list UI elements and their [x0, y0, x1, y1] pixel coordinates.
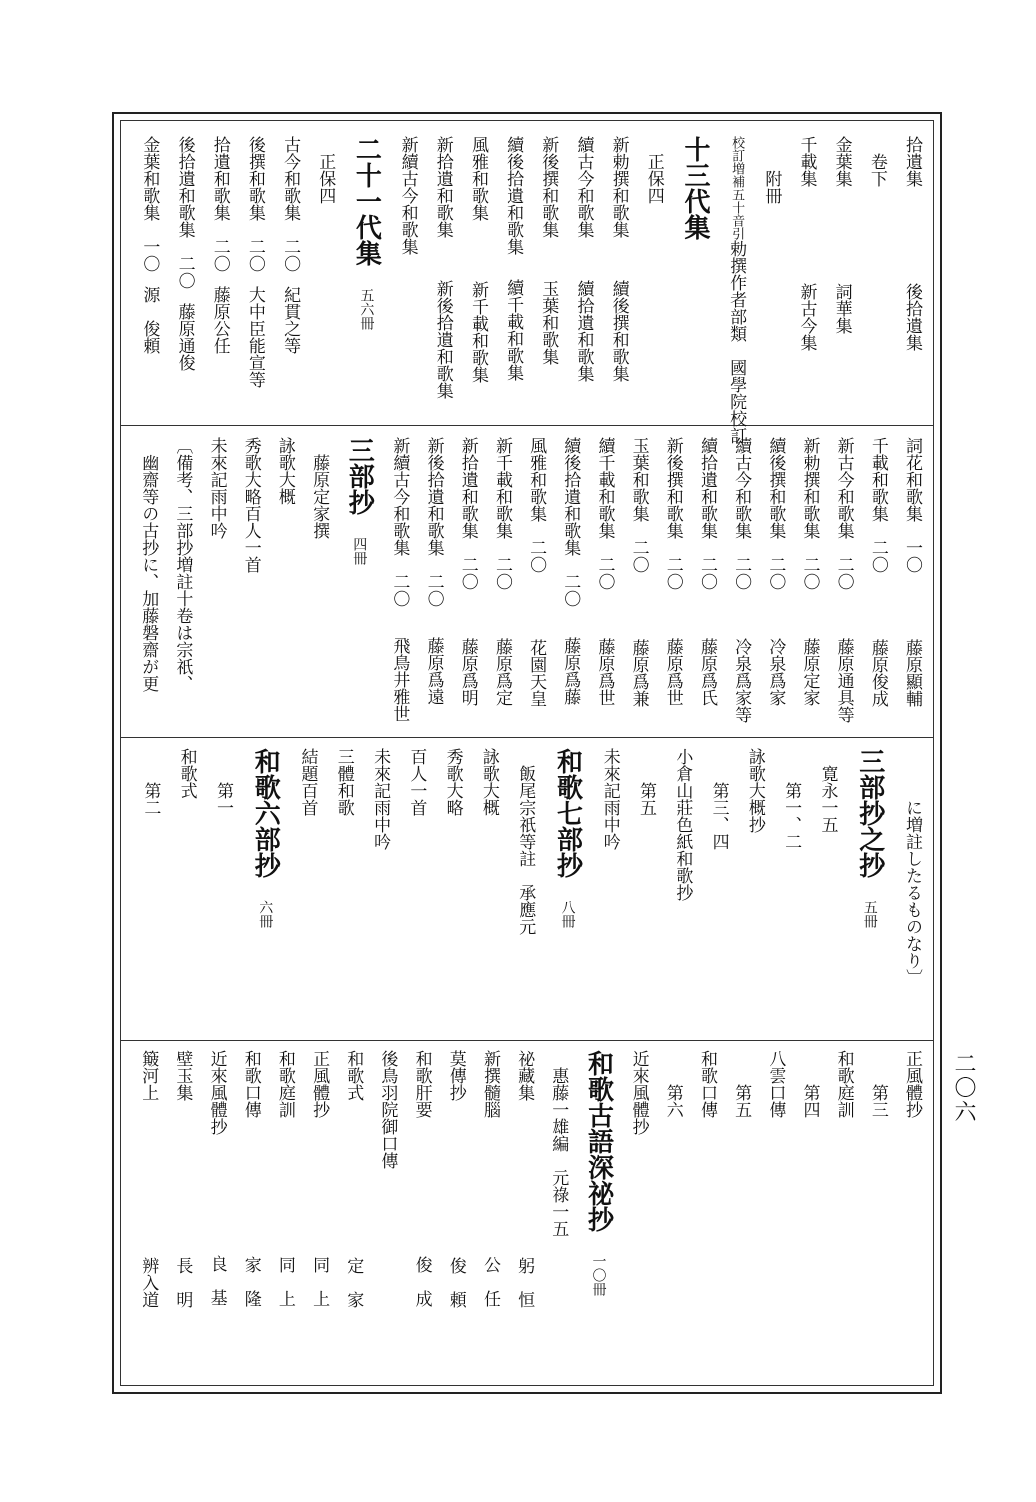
entry-title: 結題百首	[297, 748, 318, 816]
entry-secondary: 大中臣能宣等	[244, 286, 265, 388]
entry-column	[755, 1050, 789, 1118]
entry-column	[653, 1050, 687, 1118]
tier-divider-1	[120, 425, 934, 426]
entry-title-continued: 勅撰作者部類 國學院校訂	[726, 240, 747, 444]
entry-secondary: 藤原俊成	[867, 639, 888, 707]
entry-title: 正保四	[315, 136, 336, 204]
entry-title: 第六	[662, 1050, 683, 1118]
entry-title: 千載和歌集 二〇	[867, 437, 888, 573]
entry-title: 金葉集	[831, 136, 852, 187]
entry-title: 後撰和歌集 二〇	[244, 136, 265, 272]
entry-column	[618, 1050, 652, 1135]
entry-column	[128, 136, 163, 354]
entry-column	[285, 748, 321, 816]
entry-column	[618, 437, 652, 707]
entry-title: 簸河上	[138, 1050, 159, 1101]
entry-column	[858, 437, 892, 707]
entry-secondary: 同 上	[309, 1256, 330, 1307]
entry-column	[504, 1050, 538, 1308]
entry-secondary: 飛鳥井雅世	[389, 637, 410, 722]
section-heading	[237, 748, 285, 928]
section-title: 二十一代集	[351, 136, 382, 266]
section-heading	[668, 136, 715, 240]
entry-column	[234, 136, 269, 388]
entry-title: 續千載和歌集 二〇	[594, 437, 615, 590]
section-title: 和歌六部抄	[250, 748, 281, 878]
entry-column	[128, 748, 164, 816]
entry-secondary: 冷泉爲家	[765, 638, 786, 706]
entry-secondary: 藤原爲藤	[560, 637, 581, 705]
entry-title: 第五	[731, 1050, 752, 1118]
entry-secondary: 良 基	[206, 1255, 227, 1306]
entry-column	[687, 1050, 721, 1118]
entry-secondary: 家 隆	[240, 1256, 261, 1307]
entry-secondary: 藤原通俊	[174, 303, 195, 371]
entry-title: 續拾遺和歌集 二〇	[696, 437, 717, 590]
entry-title: 第五	[636, 748, 657, 816]
entry-column	[430, 748, 466, 816]
entry-title: 飯尾宗祇等註 承應元	[515, 748, 536, 935]
entry-column	[516, 437, 550, 707]
entry-column	[164, 748, 200, 799]
entry-column	[721, 437, 755, 723]
entry-title: 八雲口傳	[765, 1050, 786, 1118]
entry-column	[769, 748, 805, 850]
entry-column	[538, 1050, 572, 1237]
entry-column	[457, 136, 492, 383]
entry-title: 寛永一五	[817, 748, 838, 833]
section-heading	[841, 748, 889, 928]
entry-column	[733, 748, 769, 833]
entry-column	[379, 437, 413, 722]
entry-secondary: 藤原公任	[209, 286, 230, 354]
entry-column	[299, 437, 333, 539]
entry-column	[201, 748, 237, 816]
entry-title: 續後拾遺和歌集	[503, 136, 524, 255]
entry-secondary: 新後拾遺和歌集	[432, 280, 453, 399]
volume-count: 四冊	[351, 537, 368, 565]
entry-title: 〔備考、三部抄増註十卷は宗祇、	[172, 437, 193, 692]
volume-count: 六冊	[257, 900, 274, 928]
entry-title: 小倉山莊色紙和歌抄	[672, 748, 693, 901]
entry-title: 幽齋等の古抄に、加藤磐齋が更	[138, 437, 159, 692]
entry-title: 千載集	[796, 136, 817, 187]
entry-column	[199, 136, 234, 354]
entry-title: 玉葉和歌集 二〇	[628, 437, 649, 573]
entry-secondary: 源 俊頼	[139, 286, 160, 354]
entry-column	[394, 748, 430, 816]
entry-title: 第三、四	[708, 748, 729, 850]
entry-title: 未來記雨中吟	[206, 437, 227, 539]
entry-column	[413, 437, 447, 705]
entry-title: 卷下	[866, 136, 887, 187]
entry-column	[367, 1050, 401, 1169]
entry-column	[696, 748, 732, 850]
entry-title: 新續古今和歌集 二〇	[389, 437, 410, 607]
tier-2	[128, 437, 926, 732]
entry-title: 和歌式	[176, 748, 197, 799]
entry-column	[820, 136, 855, 334]
entry-column	[823, 1050, 857, 1118]
entry-column	[422, 136, 457, 399]
entry-title: 和歌口傳	[240, 1050, 261, 1118]
entry-column	[587, 748, 623, 850]
tier-3	[128, 748, 926, 1036]
entry-column	[163, 136, 198, 371]
entry-column	[470, 1050, 504, 1307]
section-title: 三部抄之抄	[854, 748, 885, 878]
entry-secondary: 花園天皇	[526, 639, 547, 707]
entry-title: 新後拾遺和歌集 二〇	[423, 437, 444, 607]
entry-title: 三體和歌	[333, 748, 354, 816]
entry-secondary: 續千載和歌集	[503, 279, 524, 381]
entry-secondary: 公 任	[479, 1256, 500, 1307]
entry-title: 校訂増補五十音引	[729, 136, 745, 240]
entry-secondary: 長 明	[172, 1257, 193, 1308]
entry-column	[482, 437, 516, 706]
entry-column	[687, 437, 721, 706]
entry-title: 續後拾遺和歌集 二〇	[560, 437, 581, 607]
entry-column	[789, 437, 823, 706]
entry-column	[492, 136, 527, 381]
entry-column	[624, 748, 660, 816]
entry-secondary: 新古今集	[796, 283, 817, 351]
entry-secondary: 藤原爲明	[457, 638, 478, 706]
entry-column	[891, 136, 926, 351]
entry-column	[562, 136, 597, 382]
entry-column	[597, 136, 632, 382]
entry-title: 新撰髓腦	[479, 1050, 500, 1118]
entry-title: 藤原定家撰	[309, 437, 330, 539]
volume-count: 一〇冊	[590, 1254, 607, 1296]
entry-column	[304, 136, 339, 204]
entry-column	[358, 748, 394, 850]
entry-title: 後拾遺和歌集 二〇	[174, 136, 195, 289]
entry-secondary: 玉葉和歌集	[538, 280, 559, 365]
section-heading	[333, 437, 379, 565]
entry-column	[633, 136, 668, 204]
entry-secondary: 藤原爲世	[594, 638, 615, 706]
entry-title: 拾遺和歌集 二〇	[209, 136, 230, 272]
entry-column	[890, 748, 926, 986]
entry-title: 新千載和歌集 二〇	[491, 437, 512, 590]
entry-secondary: 冷泉爲家等	[731, 638, 752, 723]
entry-column	[789, 1050, 823, 1118]
entry-secondary: 藤原定家	[799, 638, 820, 706]
section-heading	[572, 1050, 618, 1296]
entry-secondary: 辨入道	[138, 1257, 159, 1308]
entry-title: 秀歌大略百人一首	[240, 437, 261, 573]
entry-column	[653, 437, 687, 706]
entry-title: 第四	[799, 1050, 820, 1118]
entry-title: 第一、二	[781, 748, 802, 850]
entry-secondary: 定 家	[343, 1257, 364, 1308]
entry-secondary: 詞華集	[831, 283, 852, 334]
entry-title: 秀歌大略	[442, 748, 463, 816]
entry-title: 附冊	[761, 136, 782, 204]
section-title: 和歌七部抄	[552, 748, 583, 878]
entry-secondary: 藤原爲兼	[628, 639, 649, 707]
entry-title: 古今和歌集 二〇	[280, 136, 301, 272]
volume-count: 八冊	[559, 900, 576, 928]
entry-title: 續後撰和歌集 二〇	[765, 437, 786, 590]
entry-title: 第三	[867, 1050, 888, 1118]
entry-column	[333, 1050, 367, 1308]
entry-column	[162, 437, 196, 692]
entry-title: 續古今和歌集 二〇	[731, 437, 752, 590]
tier-divider-3	[120, 1040, 934, 1041]
section-title: 十三代集	[679, 136, 710, 240]
entry-column	[750, 136, 785, 204]
entry-title: 祕藏集	[514, 1050, 535, 1101]
entry-secondary: 紀貫之等	[280, 286, 301, 354]
entry-column	[715, 136, 750, 444]
entry-title: 百人一首	[406, 748, 427, 816]
entry-title: 新後撰和歌集 二〇	[662, 437, 683, 590]
entry-column	[436, 1050, 470, 1308]
entry-column	[503, 748, 539, 935]
entry-column	[785, 136, 820, 351]
entry-column	[265, 1050, 299, 1307]
entry-title: 惠藤一雄編 元祿一五	[548, 1050, 569, 1237]
entry-title: 詠歌大概	[478, 748, 499, 816]
entry-title: 新續古今和歌集	[397, 136, 418, 255]
entry-title: 未來記雨中吟	[370, 748, 391, 850]
page-number: 二〇六	[951, 1052, 976, 1124]
entry-title: 詞花和歌集 一〇	[902, 437, 922, 573]
entry-column	[401, 1050, 435, 1307]
entry-title: 拾遺集	[902, 136, 922, 187]
entry-title: 和歌庭訓	[833, 1050, 854, 1118]
entry-title: 壁玉集	[172, 1050, 193, 1101]
entry-secondary: 藤原爲氏	[696, 638, 717, 706]
entry-column	[755, 437, 789, 706]
entry-title: 正風體抄	[902, 1050, 922, 1118]
entry-secondary: 藤原爲遠	[423, 637, 444, 705]
entry-column	[721, 1050, 755, 1118]
entry-title: 第一	[212, 748, 233, 816]
entry-column	[299, 1050, 333, 1307]
entry-column	[128, 1050, 162, 1308]
section-heading	[539, 748, 587, 928]
entry-column	[269, 136, 304, 354]
entry-title: 新勅撰和歌集	[608, 136, 629, 238]
volume-count: 五六冊	[358, 288, 375, 330]
volume-count: 五冊	[861, 900, 878, 928]
entry-title: 和歌口傳	[696, 1050, 717, 1118]
entry-title: 風雅和歌集	[467, 136, 488, 221]
entry-secondary: 續拾遺和歌集	[573, 280, 594, 382]
entry-column	[196, 1050, 230, 1306]
entry-column	[892, 1050, 926, 1118]
entry-column	[467, 748, 503, 816]
entry-title: 詠歌大概	[274, 437, 295, 505]
entry-column	[892, 437, 926, 707]
entry-column	[128, 437, 162, 692]
entry-column	[660, 748, 696, 901]
entry-column	[386, 136, 421, 255]
entry-secondary: 俊 頼	[445, 1257, 466, 1308]
entry-title: 新勅撰和歌集 二〇	[799, 437, 820, 590]
entry-title: に増註したるものなり〕	[902, 748, 922, 986]
entry-secondary: 藤原通具等	[833, 638, 854, 723]
entry-title: 近來風體抄	[206, 1050, 227, 1135]
tier-divider-2	[120, 737, 934, 738]
entry-title: 和歌式	[343, 1050, 364, 1101]
entry-title: 金葉和歌集 一〇	[139, 136, 160, 272]
entry-title: 和歌庭訓	[274, 1050, 295, 1118]
entry-secondary: 藤原爲世	[662, 638, 683, 706]
entry-column	[231, 1050, 265, 1307]
entry-column	[527, 136, 562, 365]
entry-secondary: 同 上	[274, 1256, 295, 1307]
entry-title: 近來風體抄	[628, 1050, 649, 1135]
entry-title: 後鳥羽院御口傳	[377, 1050, 398, 1169]
entry-title: 新後撰和歌集	[538, 136, 559, 238]
entry-title: 風雅和歌集 二〇	[526, 437, 547, 573]
section-heading	[339, 136, 386, 330]
entry-secondary: 俊 成	[411, 1256, 432, 1307]
entry-secondary: 續後撰和歌集	[608, 280, 629, 382]
entry-title: 詠歌大概抄	[744, 748, 765, 833]
tier-1	[128, 136, 926, 444]
entry-column	[322, 748, 358, 816]
entry-title: 正保四	[643, 136, 664, 204]
entry-column	[550, 437, 584, 705]
entry-title: 和歌肝要	[411, 1050, 432, 1118]
entry-title: 新古今和歌集 二〇	[833, 437, 854, 590]
entry-column	[196, 437, 230, 539]
entry-secondary: 藤原爲定	[491, 638, 512, 706]
entry-title: 莫傳抄	[445, 1050, 466, 1101]
entry-column	[162, 1050, 196, 1308]
entry-secondary: 新千載和歌集	[467, 281, 488, 383]
entry-column	[856, 136, 891, 187]
entry-column	[805, 748, 841, 833]
entry-column	[584, 437, 618, 706]
entry-title: 未來記雨中吟	[599, 748, 620, 850]
entry-secondary: 後拾遺集	[902, 283, 922, 351]
entry-title: 正風體抄	[309, 1050, 330, 1118]
entry-column	[265, 437, 299, 505]
entry-column	[448, 437, 482, 706]
section-title: 和歌古語深祕抄	[583, 1050, 614, 1232]
entry-secondary: 藤原顯輔	[902, 639, 922, 707]
entry-title: 第二	[140, 748, 161, 816]
entry-title: 續古今和歌集	[573, 136, 594, 238]
section-title: 三部抄	[344, 437, 375, 515]
tier-4	[128, 1050, 926, 1375]
entry-title: 新拾遺和歌集	[432, 136, 453, 238]
entry-secondary: 躬 恒	[514, 1257, 535, 1308]
entry-column	[823, 437, 857, 723]
entry-title: 新拾遺和歌集 二〇	[457, 437, 478, 590]
entry-column	[858, 1050, 892, 1118]
entry-column	[231, 437, 265, 573]
